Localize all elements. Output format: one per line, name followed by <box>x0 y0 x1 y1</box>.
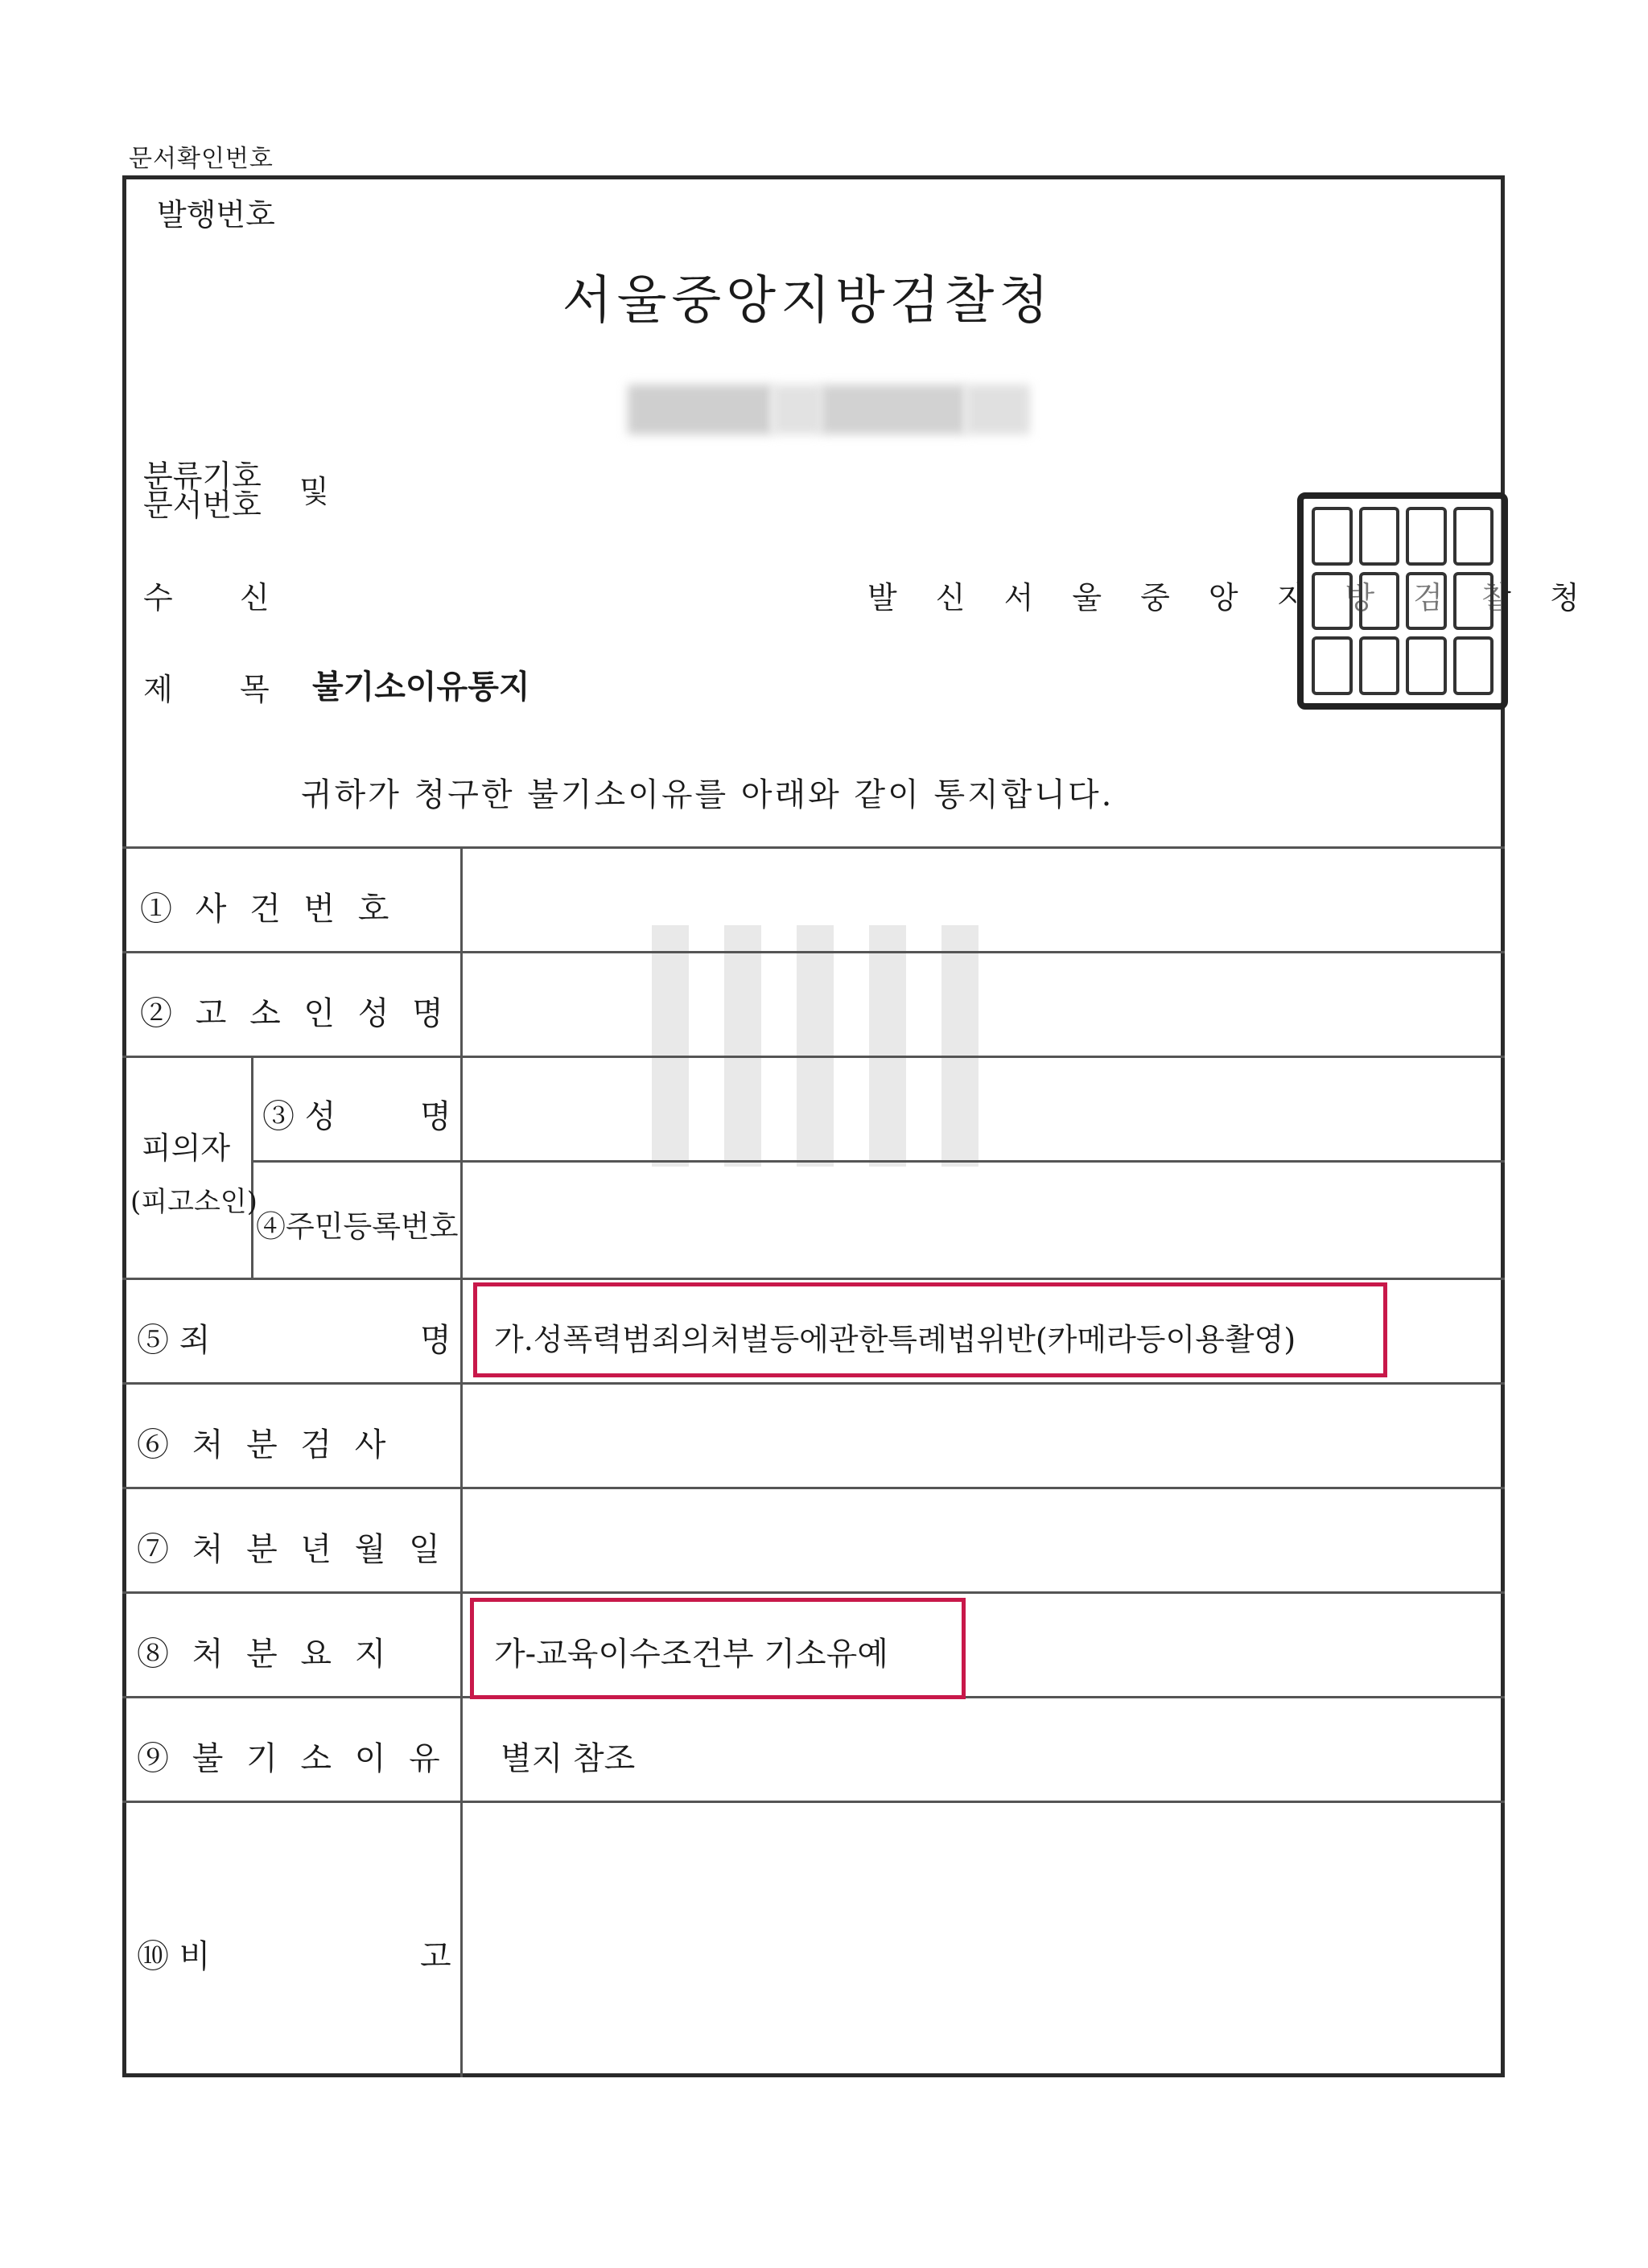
case-number-label: ① 사 건 번 호 <box>140 891 396 928</box>
recipient-label-2: 신 <box>240 580 270 615</box>
recipient-label-1: 수 <box>143 580 173 615</box>
non-indictment-reason-value: 별지 참조 <box>501 1740 636 1777</box>
office-title <box>0 259 1648 333</box>
remarks-label-a: ⑩ 비 <box>137 1938 211 1975</box>
remarks-label-b: 고 <box>420 1938 451 1975</box>
offense-value: 가.성폭력범죄의처벌등에관한특례법위반(카메라등이용촬영) <box>494 1322 1296 1357</box>
non-indictment-reason-label: ⑨ 불 기 소 이 유 <box>137 1740 447 1777</box>
classification-label-line2: 문서번호 <box>143 488 262 523</box>
suspect-label: 피의자 <box>142 1130 231 1166</box>
disposition-summary-value: 가-교육이수조건부 기소유예 <box>494 1636 888 1673</box>
offense-label-b: 명 <box>420 1322 451 1359</box>
sender: 발 신 서 울 중 앙 지 방 검 찰 청 <box>867 580 1594 615</box>
subject-label-2: 목 <box>240 672 270 707</box>
suspect-name-label-a: ③ 성 <box>262 1098 336 1135</box>
subject-label-1: 제 <box>143 672 173 707</box>
issue-number-label: 발행번호 <box>157 197 275 233</box>
classification-and: 및 <box>299 474 329 509</box>
offense-label-a: ⑤ 죄 <box>137 1322 211 1359</box>
disposition-date-label: ⑦ 처 분 년 월 일 <box>137 1531 447 1568</box>
prosecutor-label: ⑥ 처 분 검 사 <box>137 1426 393 1463</box>
suspect-label-sub: (피고소인) <box>130 1186 258 1218</box>
disposition-summary-label: ⑧ 처 분 요 지 <box>137 1636 393 1673</box>
suspect-name-label-b: 명 <box>420 1098 451 1135</box>
official-seal <box>1297 492 1508 710</box>
complainant-name-label: ② 고 소 인 성 명 <box>140 995 450 1032</box>
office-name: 서울중앙지방검찰청 <box>562 271 1054 331</box>
classification-label-line1: 분류기호 <box>143 459 262 494</box>
document-check-number-label: 문서확인번호 <box>129 145 274 173</box>
intro-text: 귀하가 청구한 불기소이유를 아래와 같이 통지합니다. <box>301 776 1114 813</box>
resident-number-label: ④주민등록번호 <box>256 1209 459 1244</box>
subject-value: 불기소이유통지 <box>312 668 530 706</box>
